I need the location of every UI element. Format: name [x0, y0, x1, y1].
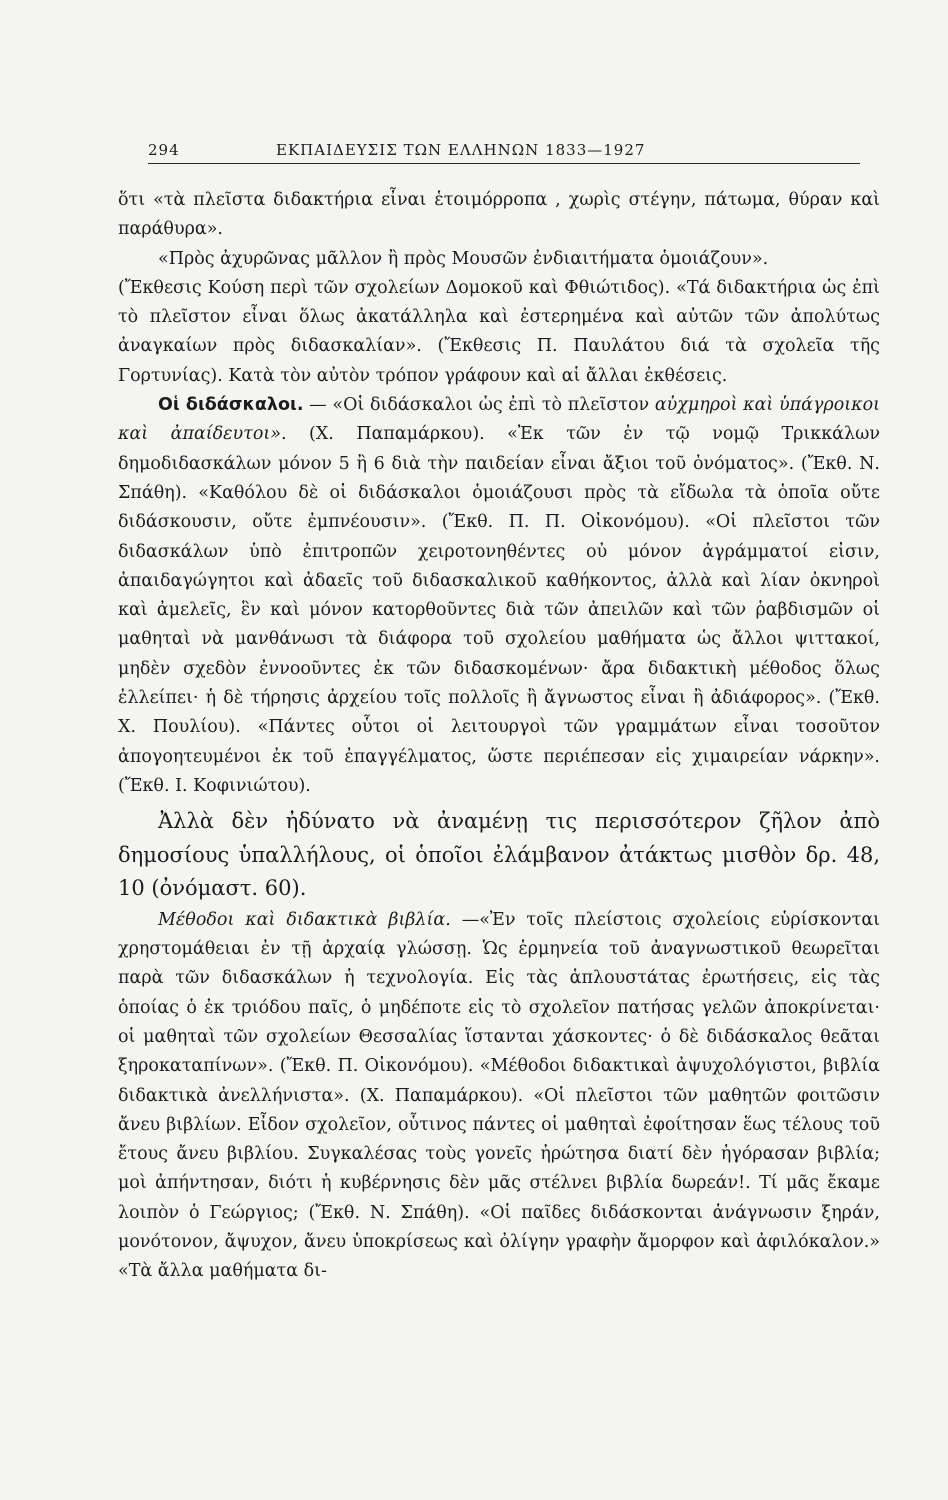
paragraph-salary: Ἀλλὰ δὲν ἠδύνατο νὰ ἀναμένῃ τις περισσότερον ζῆλον ἀπὸ δημοσίους ὑπαλλήλους, οἱ ὁποῖοι ἐλάμβανον ἀτάκτως μισθὸν δρ. 48, 10 (ὀνόμαστ. 60).	[118, 809, 880, 901]
running-title: ΕΚΠΑΙΔΕΥΣΙΣ ΤΩΝ ΕΛΛΗΝΩΝ 1833—1927	[276, 141, 646, 159]
paragraph-1: ὅτι «τὰ πλεῖστα διδακτήρια εἶναι ἑτοιμόρροπα , χωρὶς στέγην, πάτωμα, θύραν καὶ παράθυρα».	[118, 190, 880, 240]
teachers-text-b: . (Χ. Παπαμάρκου). «Ἐκ τῶν ἐν τῷ νομῷ Τρικκάλων δημοδιδασκάλων μόνον 5 ἢ 6 διὰ τὴν παιδείαν εἶναι ἄξιοι τοῦ ὀνόματος». (Ἔκθ. Ν. Σπάθη). «Καθόλου δὲ οἱ διδάσκαλοι ὁμοιάζουσι πρὸς τὰ εἴδωλα τὰ ὁποῖα οὔτε διδάσκουσιν, οὔτε ἐμπνέουσιν». (Ἔκθ. Π. Π. Οἰκονόμου). «Οἱ πλεῖστοι τῶν διδασκάλων ὑπὸ ἐπιτροπῶν χειροτονηθέντες οὐ μόνον ἀγράμματοί εἰσιν, ἀπαιδαγώγητοι καὶ ἀδαεῖς τοῦ διδασκαλικοῦ καθήκοντος, ἀλλὰ καὶ λίαν ὀκνηροὶ καὶ ἀμελεῖς, ἓν καὶ μόνον κατορθοῦντες διὰ τῶν ἀπειλῶν καὶ τῶν ῥαβδισμῶν οἱ μαθηταὶ νὰ μανθάνωσι τὰ διάφορα τοῦ σχολείου μαθήματα ὡς ἄλλοι ψιττακοί, μηδὲν σχεδὸν ἐννοοῦντες ἐκ τῶν διδασκομένων· ἄρα διδακτικὴ μέθοδος ὅλως ἐλλείπει· ἡ δὲ τήρησις ἀρχείου τοῖς πολλοῖς ἢ ἄγνωστος εἶναι ἢ ἀδιάφορος». (Ἔκθ. Χ. Πουλίου). «Πάντες οὗτοι οἱ λειτουργοὶ τῶν γραμμάτων εἶναι τοσοῦτον ἀπογοητευμένοι ἐκ τοῦ ἐπαγγέλματος, ὥστε περιέπεσαν εἰς χιμαιρείαν νάρκην». (Ἔκθ. Ι. Κοφινιώτου).	[118, 424, 880, 796]
section-heading-teachers: Οἱ διδάσκαλοι.	[158, 395, 304, 416]
paragraph-3: (Ἔκθεσις Κούση περὶ τῶν σχολείων Δομοκοῦ καὶ Φθιώτιδος). «Τά διδακτήρια ὡς ἐπὶ τὸ πλεῖστον εἶναι ὅλως ἀκατάλληλα καὶ ἐστερημένα καὶ αὐτῶν τῶν ἀπολύτως ἀναγκαίων πρὸς διδασκαλίαν». (Ἔκθεσις Π. Παυλάτου διά τὰ σχολεῖα τῆς Γορτυνίας). Κατὰ τὸν αὐτὸν τρόπον γράφουν καὶ αἱ ἄλλαι ἐκθέσεις.	[118, 277, 880, 386]
paragraph-2: «Πρὸς ἀχυρῶνας μᾶλλον ἢ πρὸς Μουσῶν ἐνδιαιτήματα ὁμοιάζουν».	[158, 248, 769, 269]
body-text	[118, 186, 880, 1287]
teachers-text-a: — «Οἱ διδάσκαλοι ὡς ἐπὶ τὸ πλεῖστον	[303, 395, 655, 416]
page-number: 294	[148, 141, 180, 159]
paragraph-teachers	[118, 391, 880, 801]
section-heading-methods: Μέθοδοι καὶ διδακτικὰ βιβλία.	[158, 909, 451, 930]
teachers-italic: αὐχμηροὶ καὶ ὑπάγροικοι καὶ ἀπαίδευτοι»	[118, 395, 880, 445]
page-header	[148, 141, 860, 164]
paragraph-methods	[118, 906, 880, 1287]
methods-text: —«Ἐν τοῖς πλείστοις σχολείοις εὑρίσκονται χρηστομάθειαι ἐν τῇ ἀρχαίᾳ γλώσσῃ. Ὡς ἑρμηνεία τοῦ ἀναγνωστικοῦ θεωρεῖται παρὰ τῶν διδασκάλων ἡ τεχνολογία. Εἰς τὰς ἁπλουστάτας ἐρωτήσεις, εἰς τὰς ὁποίας ὁ ἐκ τριόδου παῖς, ὁ μηδέποτε εἰς τὸ σχολεῖον πατήσας γελῶν ἀποκρίνεται· οἱ μαθηταὶ τῶν σχολείων Θεσσαλίας ἵστανται χάσκοντες· ὁ δὲ διδάσκαλος θεᾶται ξηροκαταπίνων». (Ἔκθ. Π. Οἰκονόμου). «Μέθοδοι διδακτικαὶ ἀψυχολόγιστοι, βιβλία διδακτικὰ ἀνελλήνιστα». (Χ. Παπαμάρκου). «Οἱ πλεῖστοι τῶν μαθητῶν φοιτῶσιν ἄνευ βιβλίων. Εἶδον σχολεῖον, οὗτινος πάντες οἱ μαθηταὶ ἐφοίτησαν ἕως τέλους τοῦ ἔτους ἄνευ βιβλίου. Συγκαλέσας τοὺς γονεῖς ἠρώτησα διατί δὲν ἠγόρασαν βιβλία; μοὶ ἀπήντησαν, διότι ἡ κυβέρνησις δὲν μᾶς στέλνει βιβλία δωρεάν!. Τί μᾶς ἔκαμε λοιπὸν ὁ Γεώργιος; (Ἔκθ. Ν. Σπάθη). «Οἱ παῖδες διδάσκονται ἀνάγνωσιν ξηράν, μονότονον, ἄψυχον, ἄνευ ὑποκρίσεως καὶ ὀλίγην γραφὴν ἄμορφον καὶ ἀφιλόκαλον.» «Τὰ ἄλλα μαθήματα δι-	[118, 909, 881, 1282]
